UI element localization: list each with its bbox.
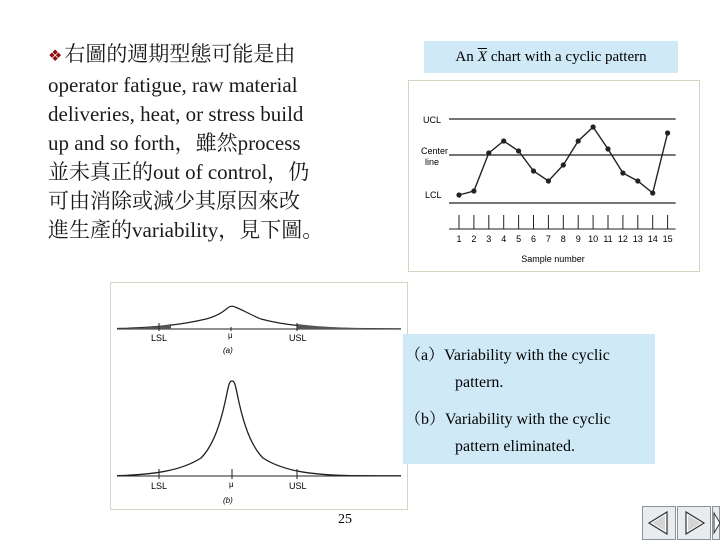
end-slide-button[interactable]	[712, 506, 720, 540]
data-point	[486, 150, 491, 155]
chart-caption	[424, 41, 678, 73]
x-tick-label: 8	[560, 234, 566, 244]
data-point	[635, 178, 640, 183]
lcl-label: LCL	[425, 190, 442, 200]
bullet-icon: ❖	[48, 48, 63, 65]
lsl-label-a: LSL	[151, 333, 168, 343]
data-point	[605, 146, 610, 151]
triangle-end-icon	[713, 507, 720, 539]
main-text-block	[48, 40, 398, 245]
usl-label-a: USL	[289, 333, 307, 343]
data-point	[471, 188, 476, 193]
previous-slide-button[interactable]	[642, 506, 676, 540]
data-point	[591, 124, 596, 129]
x-tick-label: 5	[516, 234, 522, 244]
triangle-left-icon	[643, 507, 675, 539]
series-line	[459, 127, 668, 195]
caption-line-a: （a）Variability with the cyclic	[405, 347, 610, 364]
caption-xbar-symbol: $\overline{X}$	[477, 49, 487, 65]
panel-b-label: (b)	[223, 496, 233, 505]
x-tick-label: 9	[575, 234, 581, 244]
data-point	[546, 178, 551, 183]
data-point	[456, 192, 461, 197]
text-line-5: 並未真正的out of control，仍	[48, 160, 310, 184]
x-tick-label: 14	[647, 234, 658, 244]
x-tick-label: 2	[471, 234, 477, 244]
text-line-4: up and so forth，雖然process	[48, 131, 301, 155]
data-point	[561, 162, 566, 167]
x-tick-label: 11	[603, 234, 613, 244]
x-tick-label: 3	[486, 234, 492, 244]
ucl-label: UCL	[423, 115, 442, 125]
curve-b	[117, 381, 401, 476]
lsl-label-b: LSL	[151, 481, 168, 491]
control-chart-panel	[408, 80, 700, 272]
data-point	[516, 148, 521, 153]
x-tick-label: 15	[662, 234, 673, 244]
x-tick-label: 12	[617, 234, 628, 244]
x-tick-label: 13	[632, 234, 643, 244]
text-line-3: deliveries, heat, or stress build	[48, 102, 304, 126]
next-slide-button[interactable]	[677, 506, 711, 540]
figure-caption	[403, 334, 655, 464]
text-line-1: ❖右圖的週期型態可能是由	[48, 42, 296, 66]
triangle-right-icon	[678, 507, 710, 539]
caption-line-a-cont: pattern.	[455, 374, 504, 391]
usl-label-b: USL	[289, 481, 307, 491]
data-point	[650, 190, 655, 195]
caption-suffix: chart with a cyclic pattern	[490, 49, 647, 65]
curve-a	[117, 306, 401, 329]
data-point	[576, 138, 581, 143]
page-number: 25	[338, 512, 352, 527]
mu-label-a: μ	[228, 331, 233, 340]
mu-label-b: μ	[229, 480, 234, 489]
center-line-label-2: line	[425, 157, 440, 167]
text-line-7: 進生產的variability，見下圖。	[48, 218, 324, 242]
center-line-label: Center	[421, 146, 449, 156]
x-axis-label: Sample number	[521, 254, 585, 264]
distribution-panel	[110, 282, 408, 510]
x-tick-label: 10	[588, 234, 599, 244]
x-tick-label: 4	[501, 234, 507, 244]
distribution-figure	[111, 283, 407, 509]
text-line-2: operator fatigue, raw material	[48, 73, 298, 97]
panel-a-label: (a)	[223, 346, 233, 355]
x-tick-label: 1	[456, 234, 462, 244]
x-tick-label: 7	[545, 234, 551, 244]
caption-prefix: An	[455, 49, 474, 65]
x-tick-label: 6	[530, 234, 537, 244]
data-point	[620, 170, 625, 175]
data-point	[501, 138, 506, 143]
data-point	[665, 130, 670, 135]
caption-line-b-cont: pattern eliminated.	[455, 438, 575, 455]
caption-line-b: （b）Variability with the cyclic	[405, 411, 611, 428]
data-point	[531, 168, 536, 173]
control-chart	[409, 81, 699, 271]
text-line-6: 可由消除或減少其原因來改	[48, 189, 300, 213]
